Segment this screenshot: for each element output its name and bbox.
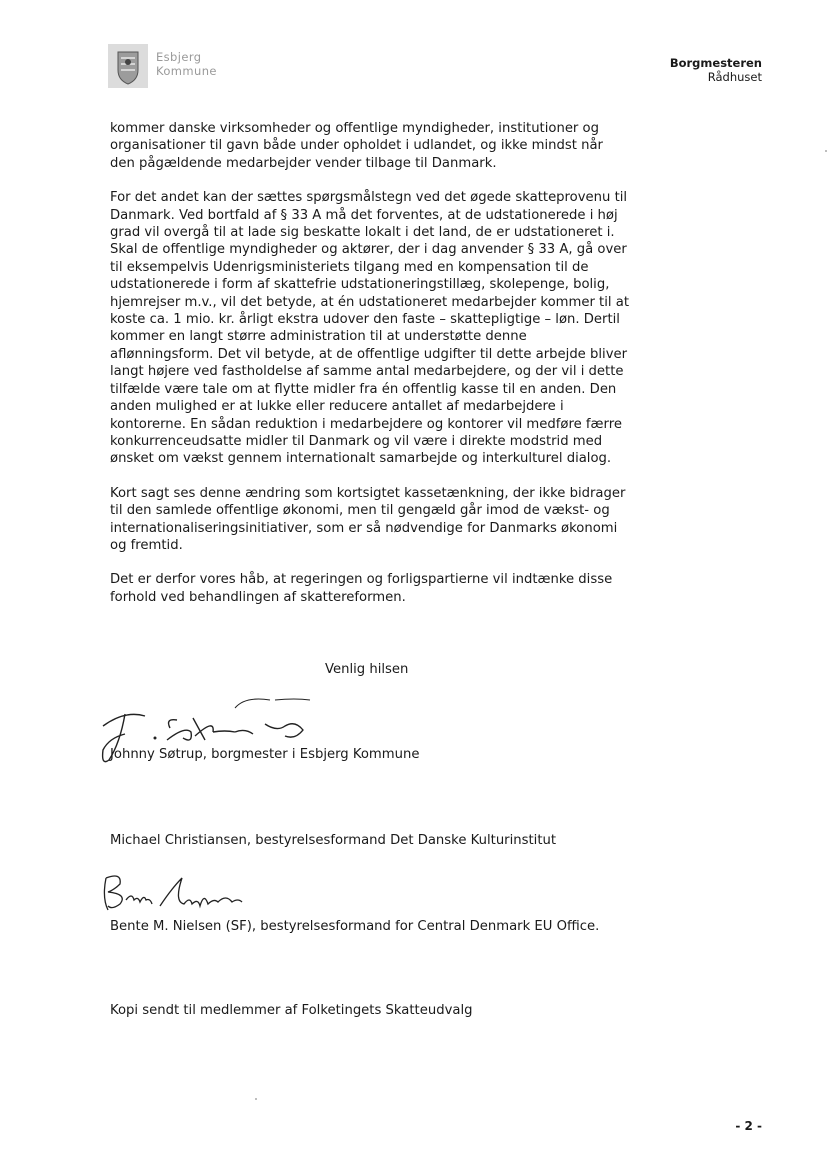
paragraph: Kort sagt ses denne ændring som kortsigtet kassetænkning, der ikke bidrager til den samlede offentlige økonomi, men til gengæld går imod de vækst- og internationaliseringsinitiativer, som er så nødvendige for Danmarks økonomi og fremtid. xyxy=(110,485,626,553)
paragraph: For det andet kan der sættes spørgsmålstegn ved det øgede skatteprovenu til Danmark. Ved bortfald af § 33 A må det forventes, at de udstationerede i høj grad vil overgå til at lade sig beskatte lokalt i det land, de er udstationeret i. Skal de offentlige myndigheder og aktører, der i dag anvender § 33 A, gå over til eksempelvis Udenrigsministeriets tilgang med en kompensation til de udstationerede i form af skattefrie udstationeringstillæg, skolepenge, bolig, hjemrejser m.v., vil det betyde, at én udstationeret medarbejder kommer til at koste ca. 1 mio. kr. årligt ekstra udover den faste – skattepligtige – løn. Dertil kommer en langt større administration til at understøtte denne aflønningsform. Det vil betyde, at de offentlige udgifter til dette arbejde bliver langt højere ved fastholdelse af samme antal medarbejdere, og der vil i dette tilfælde være tale om at flytte midler fra én offentlig kasse til en anden. Den anden mulighed er at lukke eller reducere antallet af medarbejdere i kontorerne. En sådan reduktion i medarbejdere og kontorer vil medføre færre konkurrenceudsatte midler til Danmark og vil være i direkte modstrid med ønsket om vækst gennem internationalt samarbejde og interkulturel dialog. xyxy=(110,190,629,467)
esbjerg-kommune-logo xyxy=(108,44,228,88)
scan-speck xyxy=(825,150,827,152)
signer-1: Johnny Søtrup, borgmester i Esbjerg Kommune xyxy=(110,747,420,762)
sender-org: Borgmesteren xyxy=(669,56,762,70)
sender-dept: Rådhuset xyxy=(707,70,762,84)
coat-of-arms-icon xyxy=(108,44,148,88)
letter-body xyxy=(110,120,630,623)
logo-text xyxy=(156,50,217,78)
sender-block xyxy=(670,56,762,84)
logo-line-1: Esbjerg xyxy=(156,50,202,64)
signer-2: Michael Christiansen, bestyrelsesformand Det Danske Kulturinstitut xyxy=(110,833,557,848)
page-number: - 2 - xyxy=(735,1119,762,1133)
signature-bente-nielsen xyxy=(100,868,260,918)
closing: Venlig hilsen xyxy=(325,662,409,677)
scan-speck xyxy=(255,1098,257,1100)
paragraph: Det er derfor vores håb, at regeringen og forligspartierne vil indtænke disse forhold ved behandlingen af skattereformen. xyxy=(110,572,613,605)
logo-line-2: Kommune xyxy=(156,64,217,78)
paragraph: kommer danske virksomheder og offentlige myndigheder, institutioner og organisationer til gavn både under opholdet i udlandet, og ikke mindst når den pågældende medarbejder vender tilbage til Danmark. xyxy=(110,121,603,171)
copy-note: Kopi sendt til medlemmer af Folketingets Skatteudvalg xyxy=(110,1003,473,1018)
signer-3: Bente M. Nielsen (SF), bestyrelsesformand for Central Denmark EU Office. xyxy=(110,919,600,934)
